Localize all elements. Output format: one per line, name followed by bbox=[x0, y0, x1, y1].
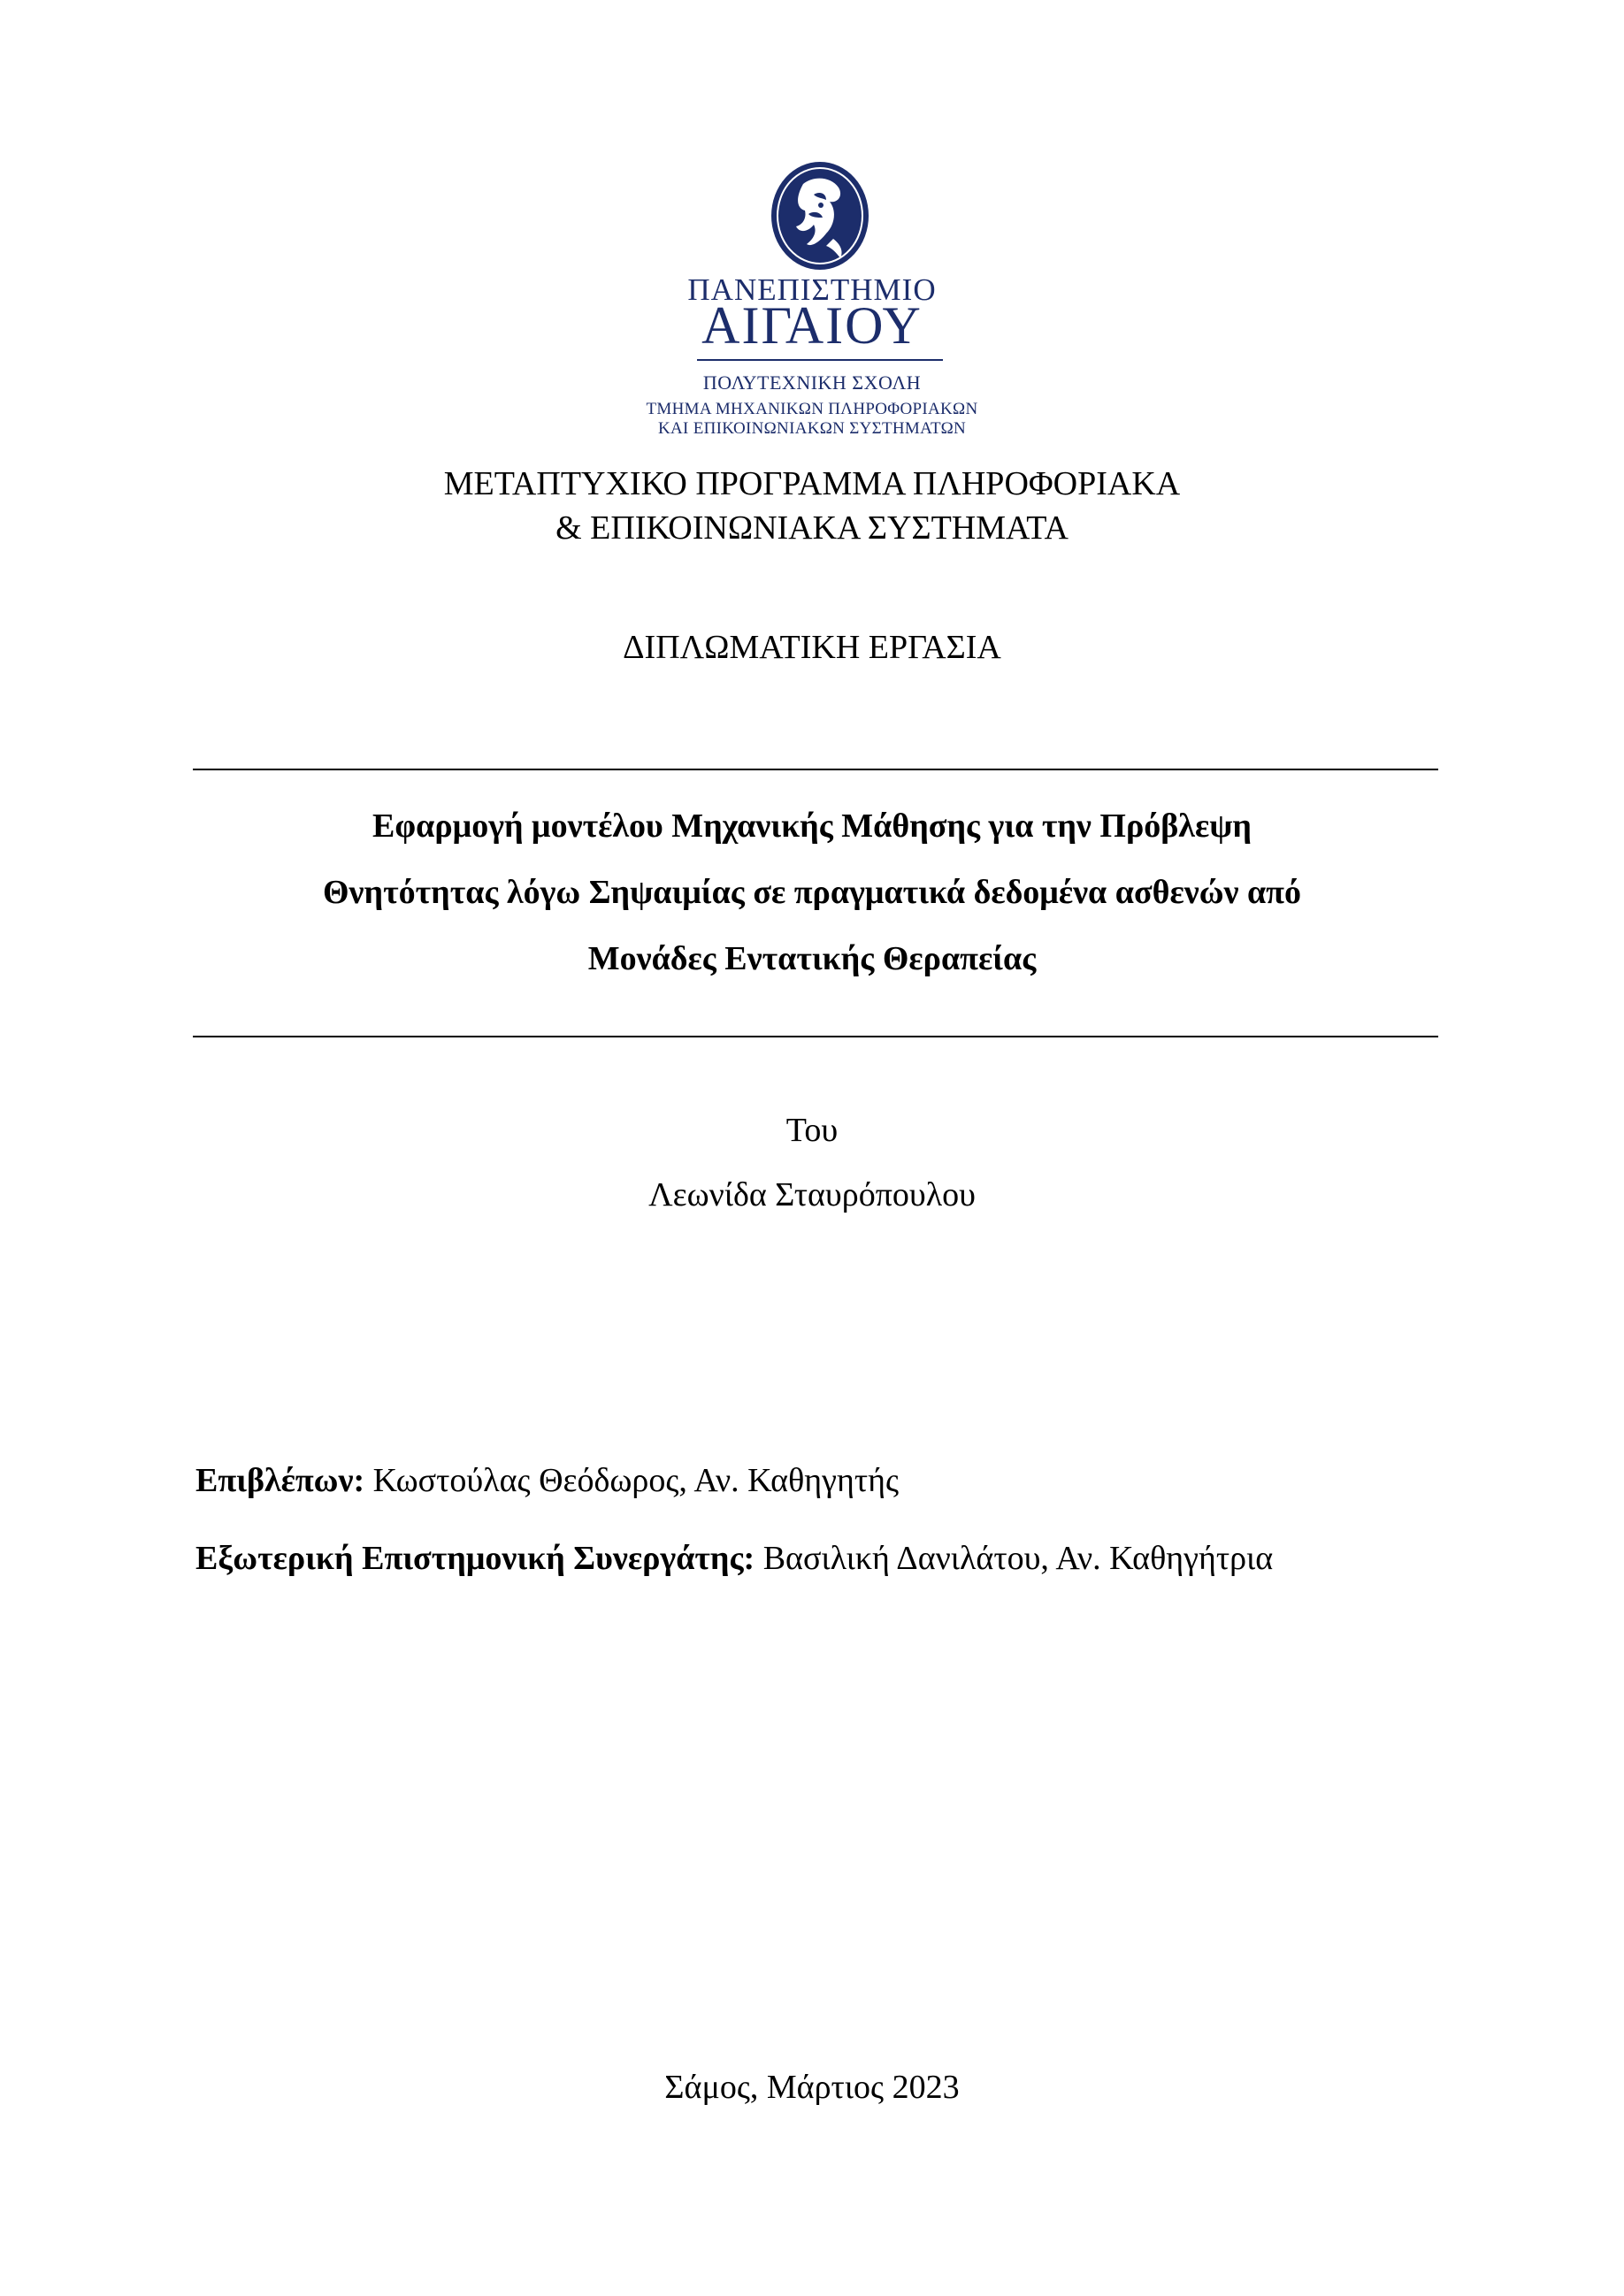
title-rule-bottom bbox=[193, 1036, 1438, 1037]
logo-divider bbox=[697, 359, 943, 361]
thesis-title-line-1: Εφαρμογή μοντέλου Μηχανικής Μάθησης για την Πρόβλεψη bbox=[372, 807, 1252, 845]
author-name: Λεωνίδα Σταυρόπουλου bbox=[648, 1176, 976, 1213]
external-collaborator-value: Βασιλική Δανιλάτου, Αν. Καθηγήτρια bbox=[755, 1540, 1274, 1577]
external-collaborator-label: Εξωτερική Επιστημονική Συνεργάτης: bbox=[195, 1540, 755, 1577]
school-name: ΠΟΛΥΤΕΧΝΙΚΗ ΣΧΟΛΗ bbox=[702, 371, 922, 394]
by-label: Του bbox=[785, 1112, 839, 1149]
university-name-line-1: ΠΑΝΕΠΙΣΤΗΜΙΟ bbox=[687, 272, 937, 307]
program-name-line-2: & ΕΠΙΚΟΙΝΩΝΙΑΚΑ ΣΥΣΤΗΜΑΤΑ bbox=[555, 509, 1069, 547]
title-rule-top bbox=[193, 769, 1438, 770]
external-collaborator-line bbox=[195, 1539, 1273, 1578]
supervisor-value: Κωστούλας Θεόδωρος, Αν. Καθηγητής bbox=[364, 1462, 900, 1499]
university-name-line-2: ΑΙΓΑΙΟΥ bbox=[701, 296, 923, 355]
thesis-type: ΔΙΠΛΩΜΑΤΙΚΗ ΕΡΓΑΣΙΑ bbox=[623, 629, 1001, 666]
supervisor-label: Επιβλέπων: bbox=[195, 1462, 365, 1499]
thesis-title-line-3: Μονάδες Εντατικής Θεραπείας bbox=[587, 940, 1037, 977]
department-name-line-1: ΤΜΗΜΑ ΜΗΧΑΝΙΚΩΝ ΠΛΗΡΟΦΟΡΙΑΚΩΝ bbox=[646, 400, 978, 418]
program-name-line-1: ΜΕΤΑΠΤΥΧΙΚΟ ΠΡΟΓΡΑΜΜΑ ΠΛΗΡΟΦΟΡΙΑΚΑ bbox=[443, 465, 1181, 502]
department-name-line-2: ΚΑΙ ΕΠΙΚΟΙΝΩΝΙΑΚΩΝ ΣΥΣΤΗΜΑΤΩΝ bbox=[657, 419, 967, 438]
thesis-title-line-2: Θνητότητας λόγω Σηψαιμίας σε πραγματικά δεδομένα ασθενών από bbox=[323, 874, 1301, 911]
supervisor-line bbox=[195, 1461, 899, 1500]
university-seal-icon bbox=[768, 159, 872, 274]
place-date: Σάμος, Μάρτιος 2023 bbox=[664, 2069, 960, 2106]
